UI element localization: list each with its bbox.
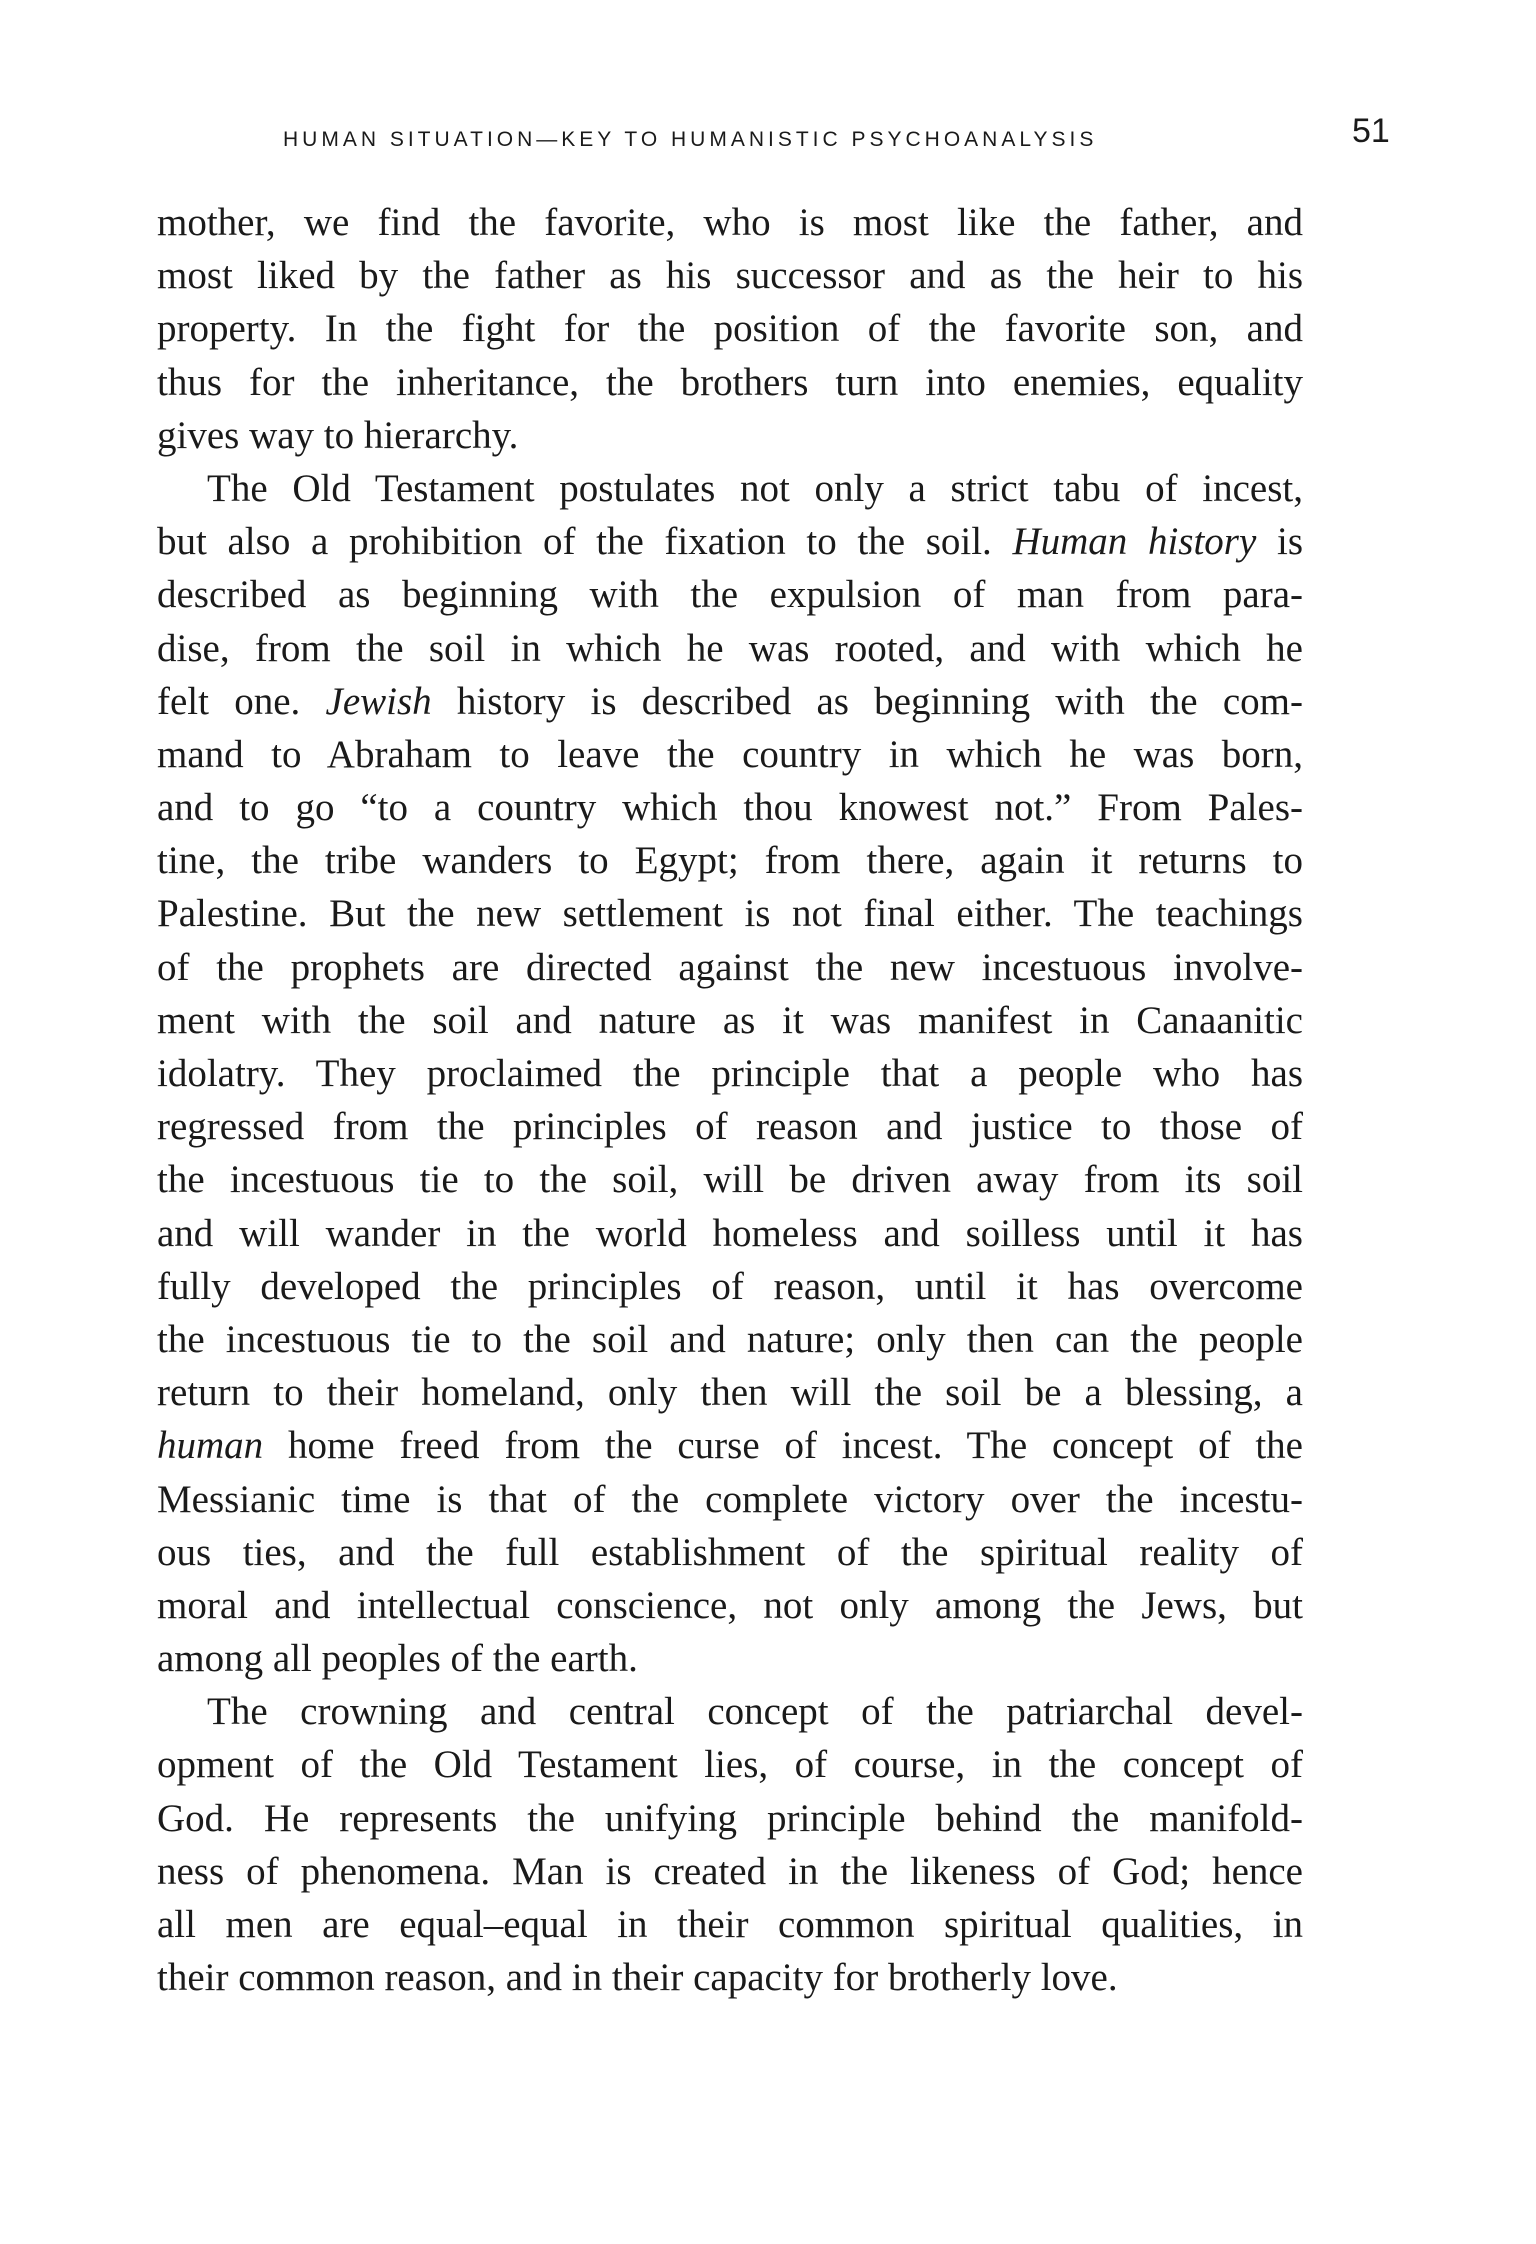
text-line: but also a prohibition of the fixation to the soil. Human history is xyxy=(157,520,1303,564)
text-line: mand to Abraham to leave the country in which he was born, xyxy=(157,732,1303,776)
text-line: opment of the Old Testament lies, of course, in the concept of xyxy=(157,1743,1303,1787)
text-line: and will wander in the world homeless and soilless until it has xyxy=(157,1211,1303,1255)
text-line: described as beginning with the expulsion of man from para- xyxy=(157,573,1303,617)
text-line: mother, we find the favorite, who is most like the father, and xyxy=(157,201,1303,244)
text-line: dise, from the soil in which he was rooted, and with which he xyxy=(157,626,1303,670)
text-line: felt one. Jewish history is described as beginning with the com- xyxy=(157,679,1303,723)
text-line: and to go “to a country which thou knowest not.” From Pales- xyxy=(157,786,1303,830)
text-line: The crowning and central concept of the patriarchal devel- xyxy=(207,1690,1303,1734)
text-line: Messianic time is that of the complete victory over the incestu- xyxy=(157,1477,1303,1521)
text-line: regressed from the principles of reason and justice to those of xyxy=(157,1105,1303,1149)
italic-text: human xyxy=(157,1424,264,1468)
text-line: fully developed the principles of reason, until it has overcome xyxy=(157,1264,1303,1308)
text-line: gives way to hierarchy. xyxy=(157,413,519,457)
text-line: God. He represents the unifying principle behind the manifold- xyxy=(157,1796,1303,1840)
paragraph xyxy=(157,1685,1303,2004)
text-line: among all peoples of the earth. xyxy=(157,1637,638,1681)
text-line: their common reason, and in their capacity for brotherly love. xyxy=(157,1956,1118,2000)
page-number: 51 xyxy=(1352,112,1390,150)
text-line: human home freed from the curse of incest. The concept of the xyxy=(157,1424,1303,1468)
text-line: thus for the inheritance, the brothers turn into enemies, equality xyxy=(157,360,1303,404)
text-line: all men are equal–equal in their common spiritual qualities, in xyxy=(157,1903,1303,1946)
text-line: the incestuous tie to the soil, will be driven away from its soil xyxy=(157,1158,1303,1202)
text-line: ous ties, and the full establishment of the spiritual reality of xyxy=(157,1530,1303,1574)
italic-text: Human history xyxy=(1012,520,1257,564)
paragraph xyxy=(157,196,1303,462)
text-line: return to their homeland, only then will the soil be a blessing, a xyxy=(157,1371,1303,1415)
italic-text: Jewish xyxy=(325,679,432,723)
text-line: most liked by the father as his successor and as the heir to his xyxy=(157,254,1303,298)
text-line: idolatry. They proclaimed the principle that a people who has xyxy=(157,1052,1303,1095)
running-head: HUMAN SITUATION—KEY TO HUMANISTIC PSYCHOANALYSIS xyxy=(283,128,1098,151)
text-line: ness of phenomena. Man is created in the likeness of God; hence xyxy=(157,1849,1303,1893)
text-line: The Old Testament postulates not only a strict tabu of incest, xyxy=(207,466,1303,510)
body-text xyxy=(157,196,1303,2004)
text-line: ment with the soil and nature as it was manifest in Canaanitic xyxy=(157,998,1303,1042)
text-line: tine, the tribe wanders to Egypt; from there, again it returns to xyxy=(157,839,1303,883)
text-line: Palestine. But the new settlement is not final either. The teachings xyxy=(157,892,1303,936)
text-line: property. In the fight for the position of the favorite son, and xyxy=(157,307,1303,351)
text-line: moral and intellectual conscience, not only among the Jews, but xyxy=(157,1583,1303,1627)
text-line: the incestuous tie to the soil and nature; only then can the people xyxy=(157,1317,1303,1361)
paragraph xyxy=(157,462,1303,1685)
text-line: of the prophets are directed against the new incestuous involve- xyxy=(157,945,1303,989)
